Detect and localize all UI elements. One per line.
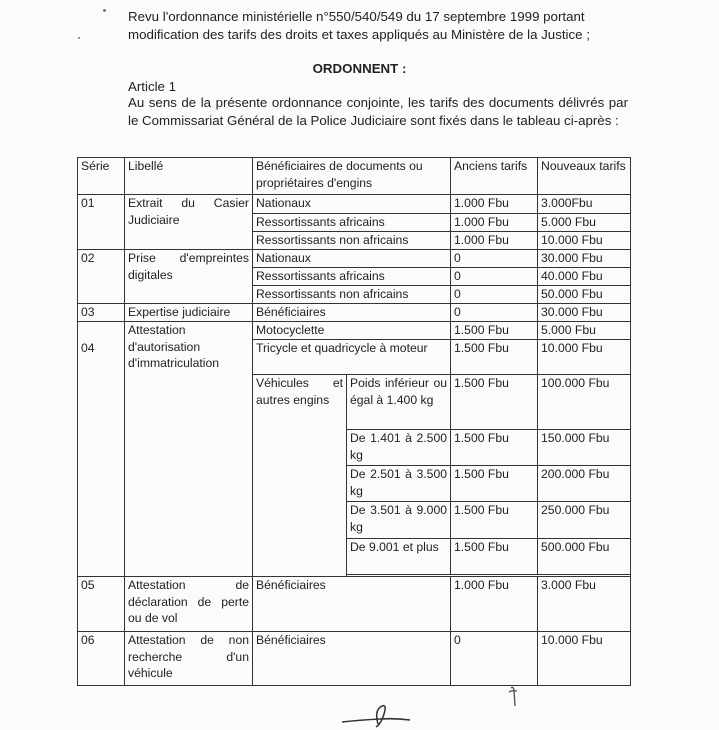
cell-nouveau-tarif: 3.000 Fbu [538,577,631,632]
signature-icon [340,700,420,730]
cell-nouveau-tarif: 40.000 Fbu [538,268,631,286]
libelle-line: d'immatriculation [128,356,220,370]
cell-nouveau-tarif: 150.000 Fbu [538,430,631,466]
cell-poids: De 1.401 à 2.500 kg [347,430,451,466]
cell-nouveau-tarif: 30.000 Fbu [538,304,631,322]
cell-ancien-tarif: 1.500 Fbu [451,375,538,430]
cell-nouveau-tarif: 10.000 Fbu [538,232,631,250]
cell-libelle: Attestation de non recherche d'un véhicule [125,632,253,686]
cell-nouveau-tarif: 250.000 Fbu [538,502,631,539]
cell-ancien-tarif: 0 [451,304,538,322]
cell-nouveau-tarif: 50.000 Fbu [538,286,631,304]
cell-beneficiaire: Ressortissants africains [253,214,451,232]
cell-libelle: Prise d'empreintes digitales [125,250,253,304]
cell-beneficiaire: Motocyclette [253,322,451,340]
cell-libelle [125,322,253,577]
cell-nouveau-tarif: 30.000 Fbu [538,250,631,268]
cell-ancien-tarif: 1.500 Fbu [451,539,538,575]
table-row [78,195,631,214]
handwritten-mark [505,684,525,712]
cell-beneficiaire: Nationaux [253,195,451,214]
scan-speck [78,37,80,39]
cell-beneficiaire: Nationaux [253,250,451,268]
cell-serie: 06 [78,632,125,686]
cell-nouveau-tarif: 500.000 Fbu [538,539,631,575]
cell-serie: 02 [78,250,125,304]
cell-vehicules: Véhicules et autres engins [253,375,347,577]
cell-poids: Poids inférieur ou égal à 1.400 kg [347,375,451,430]
cell-serie: 01 [78,195,125,250]
cell-serie: 05 [78,577,125,632]
cell-serie: 04 [81,341,95,355]
cell-libelle: Extrait du Casier Judiciaire [125,195,253,250]
cell-ancien-tarif: 1.500 Fbu [451,466,538,502]
table-header-row [78,158,631,195]
article-title: Article 1 [128,79,177,94]
cell-ancien-tarif: 0 [451,250,538,268]
cell-beneficiaire: Bénéficiaires [253,632,451,686]
preamble-line-1: Revu l'ordonnance ministérielle n°550/540/549 du 17 septembre 1999 portant [128,9,585,24]
cell-nouveau-tarif: 200.000 Fbu [538,466,631,502]
cell-beneficiaire: Bénéficiaires [253,304,451,322]
cell-poids: De 9.001 et plus [347,539,451,575]
header-anciens-tarifs: Anciens tarifs [451,158,538,195]
table-row [78,577,631,632]
cell-beneficiaire: Bénéficiaires [253,577,451,632]
cell-ancien-tarif: 1.000 Fbu [451,195,538,214]
cell-beneficiaire: Ressortissants non africains [253,286,451,304]
cell-beneficiaire: Ressortissants non africains [253,232,451,250]
cell-ancien-tarif: 1.500 Fbu [451,502,538,539]
cell-nouveau-tarif: 10.000 Fbu [538,632,631,686]
cell-ancien-tarif: 1.000 Fbu [451,214,538,232]
cell-beneficiaire: Ressortissants africains [253,268,451,286]
cell-beneficiaire: Tricycle et quadricycle à moteur [253,340,451,375]
cell-ancien-tarif: 0 [451,632,538,686]
header-serie: Série [78,158,125,195]
table-row [78,250,631,268]
tariff-table [77,157,631,686]
cell-nouveau-tarif: 100.000 Fbu [538,375,631,430]
cell-nouveau-tarif: 10.000 Fbu [538,340,631,375]
cell-ancien-tarif: 0 [451,286,538,304]
cell-ancien-tarif: 0 [451,268,538,286]
header-nouveaux-tarifs: Nouveaux tarifs [538,158,631,195]
cell-ancien-tarif: 1.000 Fbu [451,232,538,250]
preamble [128,8,628,44]
table-row [78,632,631,686]
cell-libelle: Expertise judiciaire [125,304,253,322]
header-libelle: Libellé [125,158,253,195]
cell-ancien-tarif: 1.500 Fbu [451,430,538,466]
cell-nouveau-tarif: 3.000Fbu [538,195,631,214]
preamble-line-2: modification des tarifs des droits et taxes appliqués au Ministère de la Justice ; [128,27,590,42]
article-body: Au sens de la présente ordonnance conjointe, les tarifs des documents délivrés par le Commissariat Général de la Police Judiciaire sont fixés dans le tableau ci-après : [128,95,628,128]
table-row [78,322,631,340]
cell-libelle: Attestation de déclaration de perte ou de vol [125,577,253,632]
header-beneficiaires: Bénéficiaires de documents ou propriétaires d'engins [253,158,451,195]
cell-serie: 03 [78,304,125,322]
cell-ancien-tarif: 1.500 Fbu [451,322,538,340]
libelle-line: Attestation [128,323,186,337]
cell-nouveau-tarif: 5.000 Fbu [538,214,631,232]
table-row [78,304,631,322]
cell-ancien-tarif: 1.500 Fbu [451,340,538,375]
libelle-line: d'autorisation [128,339,201,354]
cell-nouveau-tarif: 5.000 Fbu [538,322,631,340]
cell-ancien-tarif: 1.000 Fbu [451,577,538,632]
ordonnent-heading: ORDONNENT : [312,61,407,76]
cell-poids: De 2.501 à 3.500 kg [347,466,451,502]
cell-poids: De 3.501 à 9.000 kg [347,502,451,539]
scan-speck [103,9,106,12]
